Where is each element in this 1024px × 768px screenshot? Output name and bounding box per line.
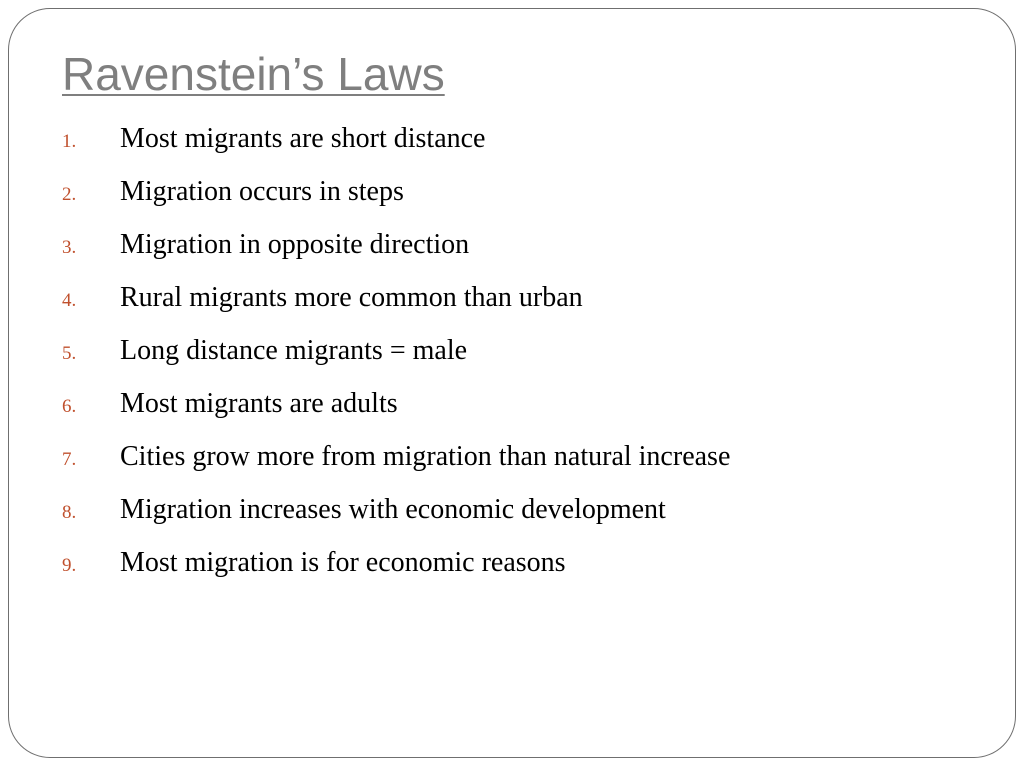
item-number: 5. [62,343,77,364]
item-number: 7. [62,449,77,470]
list-item [62,112,730,165]
item-text: Rural migrants more common than urban [120,282,583,313]
item-text: Most migrants are short distance [120,123,486,154]
list-item [62,324,730,377]
laws-list [62,112,730,589]
item-number: 8. [62,502,77,523]
item-text: Most migration is for economic reasons [120,547,566,578]
list-item [62,430,730,483]
item-text: Migration occurs in steps [120,176,404,207]
item-text: Most migrants are adults [120,388,398,419]
slide-title: Ravenstein’s Laws [62,48,445,100]
item-number: 2. [62,184,77,205]
item-number: 1. [62,131,77,152]
item-number: 4. [62,290,77,311]
item-text: Migration increases with economic development [120,494,666,525]
list-item [62,271,730,324]
item-number: 3. [62,237,77,258]
item-number: 9. [62,555,77,576]
list-item [62,218,730,271]
item-number: 6. [62,396,77,417]
list-item [62,536,730,589]
list-item [62,377,730,430]
item-text: Cities grow more from migration than natural increase [120,441,731,472]
list-item [62,483,730,536]
item-text: Migration in opposite direction [120,229,470,260]
list-item [62,165,730,218]
item-text: Long distance migrants = male [120,335,468,366]
